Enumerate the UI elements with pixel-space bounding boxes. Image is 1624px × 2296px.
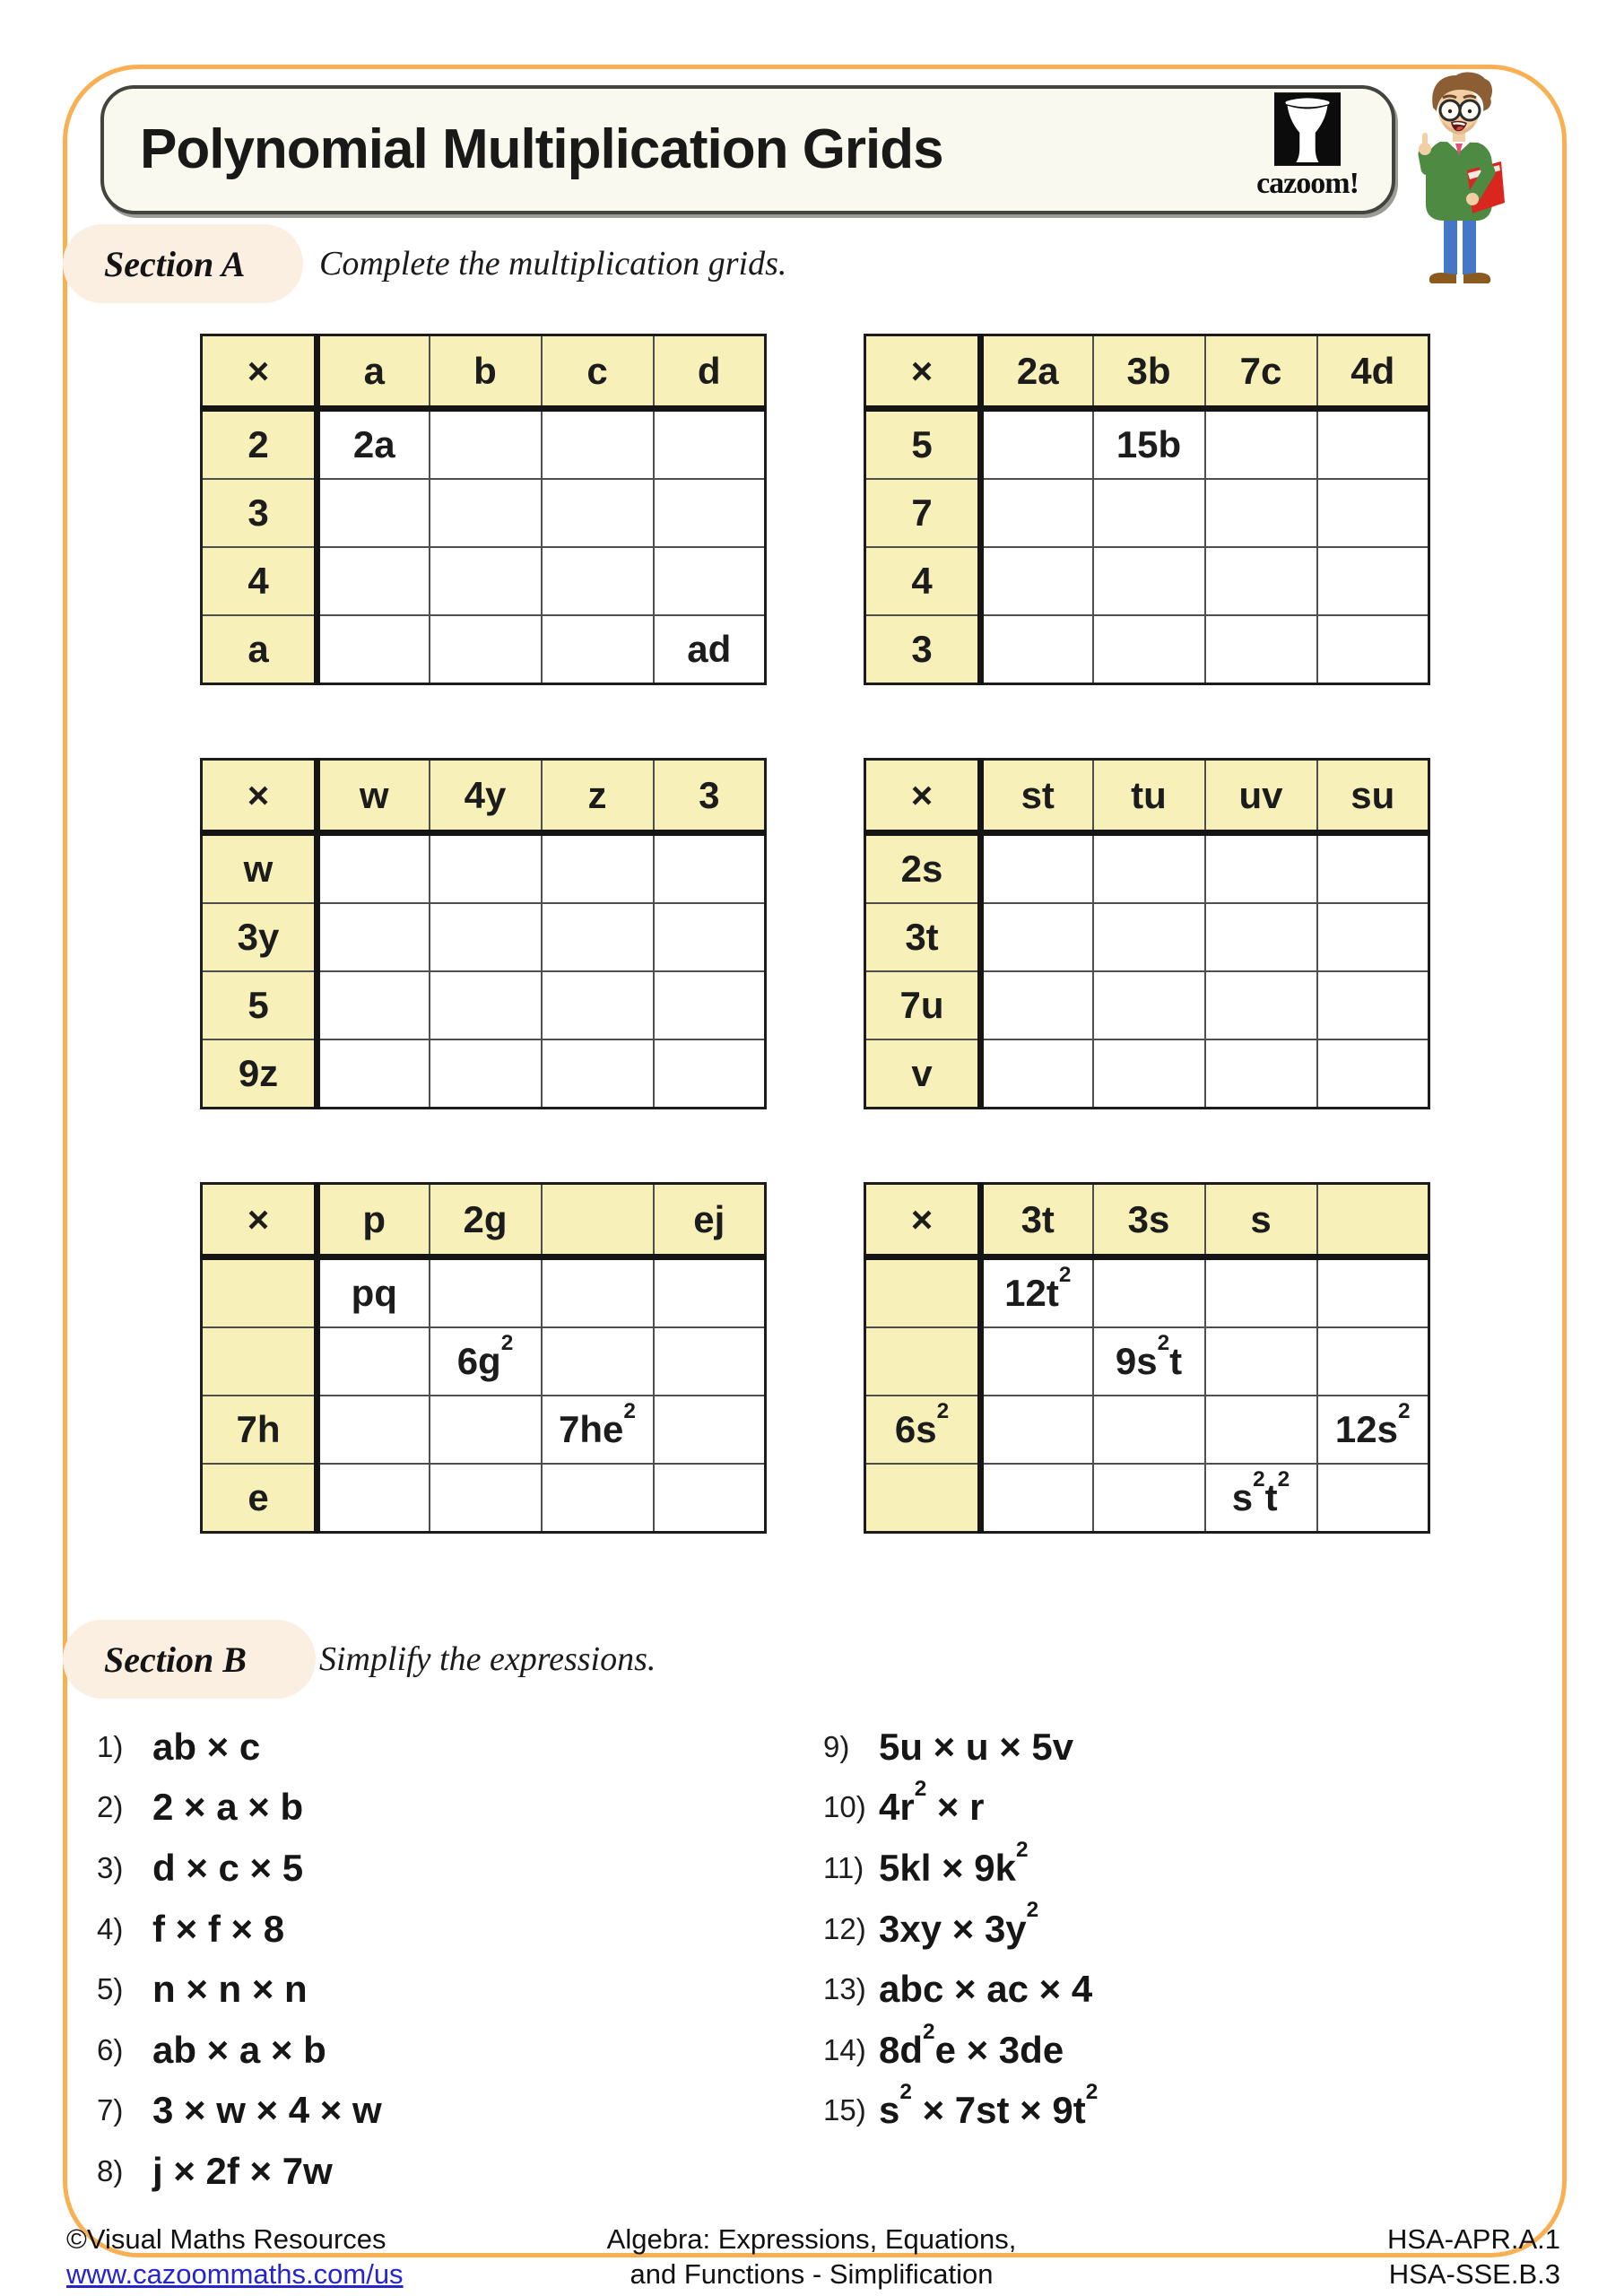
grid-cell bbox=[654, 479, 766, 547]
multiplication-grid-4 bbox=[864, 758, 1430, 1109]
grid-cell bbox=[981, 833, 1093, 904]
exercise-number: 12) bbox=[823, 1911, 866, 1945]
section-a-instruction: Complete the multiplication grids. bbox=[319, 245, 787, 283]
grid-column-header: p bbox=[317, 1184, 430, 1257]
exercise-number: 8) bbox=[97, 2153, 124, 2187]
exercise-list-left bbox=[97, 1717, 796, 2202]
exercise-item bbox=[823, 1717, 1568, 1778]
grid-cell bbox=[1317, 1327, 1429, 1396]
grid-cell bbox=[317, 1396, 430, 1464]
grid-cell bbox=[430, 1396, 542, 1464]
exercise-expression: d × c × 5 bbox=[152, 1846, 304, 1889]
exercise-item bbox=[97, 2141, 796, 2202]
exercise-item bbox=[823, 2081, 1568, 2142]
grid-cell bbox=[654, 1396, 766, 1464]
exercise-expression: 2 × a × b bbox=[152, 1786, 304, 1829]
grid-cell bbox=[542, 1039, 654, 1109]
grid-column-header: uv bbox=[1205, 760, 1317, 833]
grid-cell bbox=[1205, 1327, 1317, 1396]
grid-cell bbox=[1205, 409, 1317, 480]
grid-cell bbox=[654, 833, 766, 904]
exercise-expression: n × n × n bbox=[152, 1968, 308, 2011]
grid-column-header: 4y bbox=[430, 760, 542, 833]
cazoom-logo-text: cazoom! bbox=[1256, 167, 1359, 200]
grid-cell bbox=[1317, 1464, 1429, 1533]
grid-cell bbox=[542, 833, 654, 904]
grid-cell bbox=[1317, 971, 1429, 1039]
grid-column-header bbox=[542, 1184, 654, 1257]
grid-column-header: su bbox=[1317, 760, 1429, 833]
grid-cell bbox=[654, 1257, 766, 1328]
grid-cell bbox=[1093, 1257, 1205, 1328]
grid-cell bbox=[1317, 1257, 1429, 1328]
grid-cell bbox=[430, 1464, 542, 1533]
grid-row-header: 3 bbox=[865, 615, 981, 684]
exercise-item bbox=[97, 1899, 796, 1960]
section-b-label bbox=[63, 1620, 316, 1699]
exercise-item bbox=[97, 1717, 796, 1778]
grid-cell bbox=[542, 1464, 654, 1533]
grid-corner-multiply-cell: × bbox=[865, 335, 981, 409]
grid-column-header: 7c bbox=[1205, 335, 1317, 409]
exercise-item bbox=[97, 2081, 796, 2142]
grid-cell bbox=[317, 1464, 430, 1533]
grid-column-header: ej bbox=[654, 1184, 766, 1257]
grid-row-header: $6s^2$ bbox=[865, 1396, 981, 1464]
exercise-number: 4) bbox=[97, 1911, 124, 1945]
grid-cell bbox=[542, 1327, 654, 1396]
grid-cell bbox=[654, 971, 766, 1039]
grid-cell bbox=[1093, 1396, 1205, 1464]
grid-cell bbox=[1093, 903, 1205, 971]
grid-cell bbox=[981, 1396, 1093, 1464]
grid-cell bbox=[542, 615, 654, 684]
exercise-number: 11) bbox=[823, 1850, 864, 1884]
exercise-number: 5) bbox=[97, 1972, 124, 2006]
grid-corner-multiply-cell: × bbox=[202, 760, 317, 833]
grid-cell bbox=[1093, 615, 1205, 684]
grid-column-header: 3b bbox=[1093, 335, 1205, 409]
grid-cell bbox=[1205, 1257, 1317, 1328]
grid-cell bbox=[1205, 1396, 1317, 1464]
grid-row-header: 7u bbox=[865, 971, 981, 1039]
grid-cell: $12s^2$ bbox=[1317, 1396, 1429, 1464]
grid-column-header: z bbox=[542, 760, 654, 833]
exercise-item bbox=[97, 1959, 796, 2020]
grid-cell bbox=[1317, 479, 1429, 547]
grid-column-header: tu bbox=[1093, 760, 1205, 833]
grid-column-header bbox=[1317, 1184, 1429, 1257]
grid-row-header bbox=[202, 1257, 317, 1328]
footer-topic-line2: and Functions - Simplification bbox=[630, 2258, 994, 2290]
exercise-item bbox=[823, 1899, 1568, 1960]
exercise-number: 13) bbox=[823, 1972, 866, 2006]
grid-column-header: b bbox=[430, 335, 542, 409]
grid-row-header: 7h bbox=[202, 1396, 317, 1464]
grid-cell bbox=[1317, 615, 1429, 684]
grid-cell: pq bbox=[317, 1257, 430, 1328]
exercise-number: 15) bbox=[823, 2093, 866, 2127]
footer-standard-1: HSA-APR.A.1 bbox=[1387, 2223, 1560, 2255]
grid-cell bbox=[981, 479, 1093, 547]
exercise-number: 1) bbox=[97, 1729, 124, 1763]
grid-cell bbox=[317, 615, 430, 684]
cazoom-logo bbox=[1245, 91, 1370, 201]
grid-cell bbox=[981, 1039, 1093, 1109]
grid-row-header: 9z bbox=[202, 1039, 317, 1109]
grid-row-header: w bbox=[202, 833, 317, 904]
grid-cell bbox=[1317, 833, 1429, 904]
exercise-item bbox=[823, 1838, 1568, 1899]
grid-cell bbox=[981, 903, 1093, 971]
grid-row-header: 2 bbox=[202, 409, 317, 480]
grid-cell bbox=[430, 409, 542, 480]
grid-row-header: 5 bbox=[202, 971, 317, 1039]
grid-cell bbox=[1093, 833, 1205, 904]
multiplication-grid-1 bbox=[200, 334, 767, 685]
grid-cell bbox=[654, 547, 766, 615]
grid-cell bbox=[542, 971, 654, 1039]
section-b-instruction: Simplify the expressions. bbox=[319, 1640, 656, 1678]
grid-cell bbox=[1205, 833, 1317, 904]
exercise-item bbox=[97, 2020, 796, 2081]
exercise-expression: 5u × u × 5v bbox=[879, 1725, 1074, 1768]
grid-row-header: 2s bbox=[865, 833, 981, 904]
grid-column-header: 3s bbox=[1093, 1184, 1205, 1257]
grid-cell bbox=[430, 479, 542, 547]
multiplication-grid-6 bbox=[864, 1182, 1430, 1534]
grid-cell bbox=[1205, 547, 1317, 615]
exercise-expression: ab × c bbox=[152, 1725, 261, 1768]
grid-corner-multiply-cell: × bbox=[202, 1184, 317, 1257]
grid-column-header: s bbox=[1205, 1184, 1317, 1257]
grid-cell bbox=[654, 409, 766, 480]
grid-cell bbox=[1317, 903, 1429, 971]
multiplication-grid-2 bbox=[864, 334, 1430, 685]
grid-cell bbox=[654, 1327, 766, 1396]
grid-row-header: e bbox=[202, 1464, 317, 1533]
grid-cell: ad bbox=[654, 615, 766, 684]
grid-cell bbox=[430, 1257, 542, 1328]
grid-row-header bbox=[865, 1327, 981, 1396]
exercise-expression: f × f × 8 bbox=[152, 1907, 285, 1950]
footer-standards bbox=[1238, 2222, 1560, 2292]
grid-cell bbox=[1205, 903, 1317, 971]
grid-cell bbox=[317, 903, 430, 971]
grid-row-header: 3y bbox=[202, 903, 317, 971]
grid-row-header bbox=[202, 1327, 317, 1396]
grid-column-header: a bbox=[317, 335, 430, 409]
grid-cell: $s^2t^2$ bbox=[1205, 1464, 1317, 1533]
exercise-expression: $4r^2 \times r$ bbox=[879, 1777, 985, 1829]
exercise-number: 14) bbox=[823, 2032, 866, 2066]
grid-cell: $9s^2t$ bbox=[1093, 1327, 1205, 1396]
grid-corner-multiply-cell: × bbox=[865, 1184, 981, 1257]
grid-row-header: a bbox=[202, 615, 317, 684]
grid-row-header bbox=[865, 1257, 981, 1328]
grid-cell bbox=[542, 409, 654, 480]
grid-row-header: v bbox=[865, 1039, 981, 1109]
page-title: Polynomial Multiplication Grids bbox=[140, 117, 943, 180]
grid-row-header: 3t bbox=[865, 903, 981, 971]
grid-cell: $6g^2$ bbox=[430, 1327, 542, 1396]
grid-cell bbox=[981, 547, 1093, 615]
grid-cell bbox=[430, 547, 542, 615]
exercise-expression: 3 × w × 4 × w bbox=[152, 2089, 382, 2132]
section-a-label bbox=[63, 224, 303, 303]
grid-cell bbox=[1093, 547, 1205, 615]
grid-row-header: 4 bbox=[865, 547, 981, 615]
grid-cell bbox=[317, 971, 430, 1039]
grid-cell: 2a bbox=[317, 409, 430, 480]
grid-cell bbox=[430, 903, 542, 971]
grid-cell bbox=[1093, 1039, 1205, 1109]
grid-cell bbox=[430, 1039, 542, 1109]
exercise-item bbox=[823, 1959, 1568, 2020]
exercise-expression: $5kl \times 9k^2$ bbox=[879, 1837, 1029, 1889]
section-a-label-text: Section A bbox=[104, 243, 246, 284]
exercise-expression: abc × ac × 4 bbox=[879, 1968, 1093, 2011]
exercise-list-right bbox=[823, 1717, 1568, 2141]
grid-row-header: 5 bbox=[865, 409, 981, 480]
grid-cell bbox=[317, 1039, 430, 1109]
grid-column-header: 4d bbox=[1317, 335, 1429, 409]
multiplication-grid-5 bbox=[200, 1182, 767, 1534]
section-b-label-text: Section B bbox=[104, 1639, 247, 1680]
grid-column-header: 2a bbox=[981, 335, 1093, 409]
grid-column-header: w bbox=[317, 760, 430, 833]
grid-cell bbox=[1205, 1039, 1317, 1109]
grid-cell bbox=[317, 479, 430, 547]
exercise-expression: $s^2 \times 7st \times 9t^2$ bbox=[879, 2080, 1099, 2132]
grid-row-header bbox=[865, 1464, 981, 1533]
grid-cell bbox=[430, 971, 542, 1039]
grid-cell bbox=[1317, 547, 1429, 615]
grid-cell bbox=[1205, 971, 1317, 1039]
grid-cell bbox=[1093, 479, 1205, 547]
grid-cell bbox=[981, 615, 1093, 684]
exercise-expression: $8d^2e \times 3de$ bbox=[879, 2019, 1064, 2071]
grid-cell bbox=[981, 971, 1093, 1039]
grid-cell bbox=[317, 547, 430, 615]
exercise-number: 2) bbox=[97, 1790, 124, 1824]
grid-column-header: 2g bbox=[430, 1184, 542, 1257]
grid-cell bbox=[1093, 1464, 1205, 1533]
grid-cell bbox=[1205, 615, 1317, 684]
grid-cell bbox=[430, 833, 542, 904]
grid-cell bbox=[981, 1464, 1093, 1533]
grid-cell bbox=[654, 903, 766, 971]
grid-cell bbox=[654, 1464, 766, 1533]
exercise-number: 6) bbox=[97, 2032, 124, 2066]
footer-topic bbox=[498, 2222, 1125, 2292]
grid-column-header: d bbox=[654, 335, 766, 409]
exercise-number: 9) bbox=[823, 1729, 850, 1763]
grid-cell bbox=[317, 833, 430, 904]
djembe-drum-icon bbox=[1274, 91, 1341, 167]
grid-row-header: 3 bbox=[202, 479, 317, 547]
grid-column-header: c bbox=[542, 335, 654, 409]
grid-cell bbox=[542, 479, 654, 547]
exercise-item bbox=[97, 1778, 796, 1839]
footer-left bbox=[66, 2222, 404, 2292]
grid-cell bbox=[1317, 409, 1429, 480]
grid-cell bbox=[1205, 479, 1317, 547]
grid-cell bbox=[981, 1327, 1093, 1396]
grid-cell bbox=[542, 547, 654, 615]
grid-cell bbox=[1317, 1039, 1429, 1109]
exercise-item bbox=[823, 2020, 1568, 2081]
grid-cell bbox=[542, 903, 654, 971]
grid-cell: 15b bbox=[1093, 409, 1205, 480]
footer-copyright: ©Visual Maths Resources bbox=[66, 2223, 386, 2255]
exercise-item bbox=[97, 1838, 796, 1899]
grid-cell bbox=[1093, 971, 1205, 1039]
exercise-number: 3) bbox=[97, 1850, 124, 1884]
grid-cell bbox=[430, 615, 542, 684]
grid-corner-multiply-cell: × bbox=[865, 760, 981, 833]
exercise-number: 7) bbox=[97, 2093, 124, 2127]
grid-column-header: st bbox=[981, 760, 1093, 833]
grid-cell bbox=[981, 409, 1093, 480]
exercise-expression: ab × a × b bbox=[152, 2028, 326, 2071]
grid-cell: $12t^2$ bbox=[981, 1257, 1093, 1328]
exercise-item bbox=[823, 1778, 1568, 1839]
exercise-expression: $3xy \times 3y^2$ bbox=[879, 1898, 1039, 1950]
grid-row-header: 4 bbox=[202, 547, 317, 615]
grid-cell bbox=[317, 1327, 430, 1396]
grid-cell bbox=[542, 1257, 654, 1328]
multiplication-grid-3 bbox=[200, 758, 767, 1109]
grid-cell: $7he^2$ bbox=[542, 1396, 654, 1464]
exercise-expression: j × 2f × 7w bbox=[152, 2149, 333, 2192]
teacher-illustration bbox=[1410, 68, 1510, 291]
cazoom-website-link[interactable]: www.cazoommaths.com/us bbox=[66, 2258, 404, 2290]
grid-row-header: 7 bbox=[865, 479, 981, 547]
grid-corner-multiply-cell: × bbox=[202, 335, 317, 409]
grid-column-header: 3 bbox=[654, 760, 766, 833]
grid-column-header: 3t bbox=[981, 1184, 1093, 1257]
footer-standard-2: HSA-SSE.B.3 bbox=[1388, 2258, 1560, 2290]
exercise-number: 10) bbox=[823, 1790, 866, 1824]
footer-topic-line1: Algebra: Expressions, Equations, bbox=[606, 2223, 1017, 2255]
grid-cell bbox=[654, 1039, 766, 1109]
